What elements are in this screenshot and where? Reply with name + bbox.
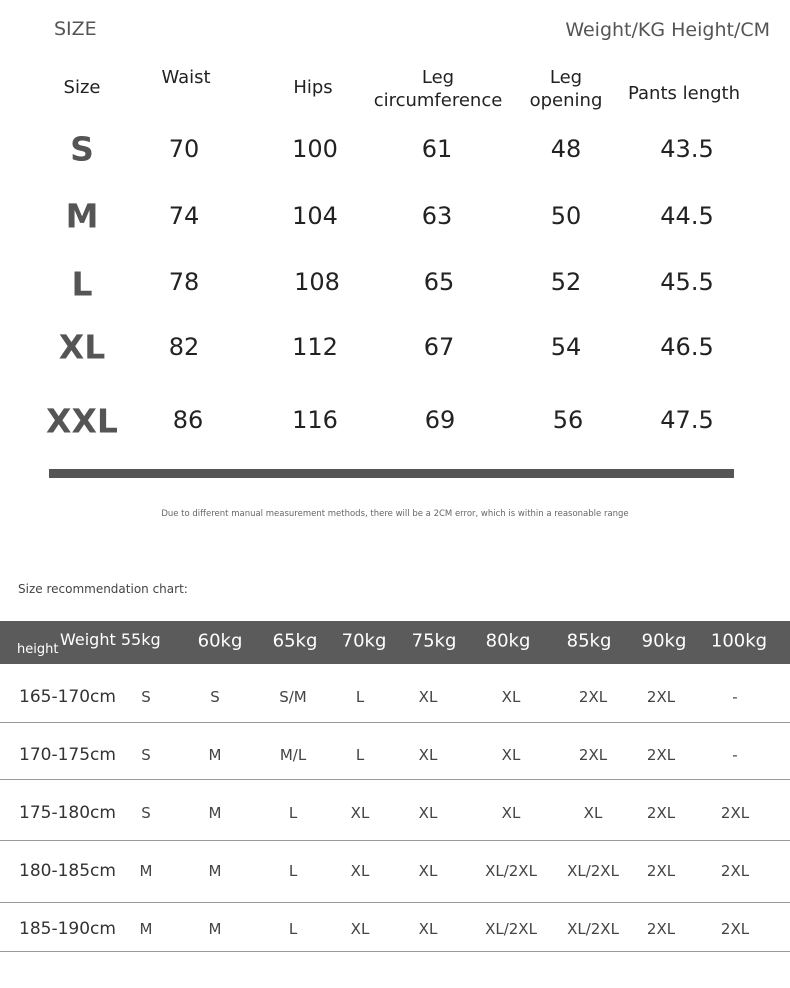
recommended-size-cell: L <box>288 862 298 880</box>
size-label: XXL <box>46 401 118 441</box>
recommended-size-cell: M <box>139 862 153 880</box>
size-table-cell: 82 <box>168 333 200 361</box>
size-table-header: Waist <box>161 67 211 88</box>
size-table-cell: 65 <box>423 268 455 296</box>
recommended-size-cell: L <box>355 746 365 764</box>
recommended-size-cell: 2XL <box>646 804 676 822</box>
size-table-header: Size <box>63 77 101 98</box>
size-label: XL <box>58 327 106 367</box>
size-table-cell: 69 <box>424 406 456 434</box>
recommended-size-cell: 2XL <box>720 804 750 822</box>
weight-header: 80kg <box>485 630 531 652</box>
recommended-size-cell: XL <box>350 920 370 938</box>
recommended-size-cell: 2XL <box>578 746 608 764</box>
recommended-size-cell: XL <box>501 746 521 764</box>
recommended-size-cell: - <box>732 746 738 764</box>
size-table-cell: 46.5 <box>660 333 714 361</box>
recommended-size-cell: 2XL <box>720 862 750 880</box>
size-table-cell: 56 <box>552 406 584 434</box>
row-divider <box>0 722 790 723</box>
recommended-size-cell: XL <box>418 920 438 938</box>
recommended-size-cell: XL/2XL <box>567 862 619 880</box>
size-table-header: Hips <box>293 77 333 98</box>
weight-header: 70kg <box>341 630 387 652</box>
size-table-cell: 52 <box>550 268 582 296</box>
size-table-cell: 86 <box>172 406 204 434</box>
size-table-header: Pants length <box>627 83 741 104</box>
recommendation-title: Size recommendation chart: <box>18 582 188 596</box>
recommended-size-cell: S <box>141 746 151 764</box>
recommended-size-cell: M/L <box>279 746 307 764</box>
recommended-size-cell: XL/2XL <box>485 862 537 880</box>
recommended-size-cell: XL <box>418 862 438 880</box>
row-divider <box>0 951 790 952</box>
table-divider <box>49 469 734 478</box>
recommended-size-cell: M <box>208 746 222 764</box>
measurement-note: Due to different manual measurement methods, there will be a 2CM error, which is within a reasonable range <box>161 509 629 519</box>
size-table-cell: 100 <box>292 135 338 163</box>
weight-header: 85kg <box>566 630 612 652</box>
recommended-size-cell: XL <box>418 688 438 706</box>
height-range-label: 175-180cm <box>19 803 116 823</box>
recommended-size-cell: XL <box>418 804 438 822</box>
size-table-cell: 61 <box>421 135 453 163</box>
size-table-cell: 116 <box>292 406 338 434</box>
weight-header: 100kg <box>710 630 768 652</box>
recommended-size-cell: XL/2XL <box>485 920 537 938</box>
recommended-size-cell: XL <box>418 746 438 764</box>
recommended-size-cell: XL/2XL <box>567 920 619 938</box>
size-table-cell: 63 <box>421 202 453 230</box>
recommended-size-cell: S <box>210 688 220 706</box>
size-table-cell: 67 <box>423 333 455 361</box>
size-table-cell: 112 <box>292 333 338 361</box>
row-divider <box>0 902 790 903</box>
size-table-cell: 78 <box>168 268 200 296</box>
recommended-size-cell: XL <box>583 804 603 822</box>
size-table-header: Leg circumference <box>373 67 503 111</box>
recommended-size-cell: M <box>208 920 222 938</box>
recommended-size-cell: S/M <box>279 688 307 706</box>
height-range-label: 185-190cm <box>19 919 116 939</box>
size-table-cell: 70 <box>168 135 200 163</box>
recommended-size-cell: - <box>732 688 738 706</box>
size-table-header: Leg opening <box>529 67 603 111</box>
size-table-cell: 45.5 <box>660 268 714 296</box>
height-range-label: 180-185cm <box>19 861 116 881</box>
units-heading: Weight/KG Height/CM <box>565 19 770 41</box>
size-table-cell: 108 <box>294 268 340 296</box>
recommended-size-cell: L <box>288 920 298 938</box>
weight-header: 60kg <box>197 630 243 652</box>
recommended-size-cell: L <box>355 688 365 706</box>
recommended-size-cell: 2XL <box>646 920 676 938</box>
recommended-size-cell: XL <box>501 804 521 822</box>
recommended-size-cell: L <box>288 804 298 822</box>
recommended-size-cell: 2XL <box>578 688 608 706</box>
recommended-size-cell: M <box>208 862 222 880</box>
size-table-cell: 44.5 <box>660 202 714 230</box>
height-range-label: 170-175cm <box>19 745 116 765</box>
size-table-cell: 104 <box>292 202 338 230</box>
row-divider <box>0 779 790 780</box>
recommended-size-cell: M <box>139 920 153 938</box>
height-corner-label: height <box>17 642 59 657</box>
size-table-cell: 74 <box>168 202 200 230</box>
recommended-size-cell: 2XL <box>720 920 750 938</box>
size-label: L <box>71 264 93 304</box>
size-heading: SIZE <box>54 18 97 40</box>
size-table-cell: 48 <box>550 135 582 163</box>
recommended-size-cell: 2XL <box>646 746 676 764</box>
recommended-size-cell: M <box>208 804 222 822</box>
size-table-cell: 43.5 <box>660 135 714 163</box>
weight-header: 75kg <box>411 630 457 652</box>
row-divider <box>0 840 790 841</box>
recommended-size-cell: 2XL <box>646 688 676 706</box>
size-table-cell: 47.5 <box>660 406 714 434</box>
recommended-size-cell: 2XL <box>646 862 676 880</box>
height-range-label: 165-170cm <box>19 687 116 707</box>
recommended-size-cell: S <box>141 804 151 822</box>
recommended-size-cell: XL <box>501 688 521 706</box>
recommended-size-cell: S <box>141 688 151 706</box>
recommended-size-cell: XL <box>350 804 370 822</box>
weight-header: 90kg <box>641 630 687 652</box>
size-table-cell: 50 <box>550 202 582 230</box>
weight-header: Weight 55kg <box>60 630 161 649</box>
weight-header: 65kg <box>272 630 318 652</box>
recommended-size-cell: XL <box>350 862 370 880</box>
size-table-cell: 54 <box>550 333 582 361</box>
size-label: M <box>65 196 99 236</box>
size-label: S <box>70 129 94 169</box>
